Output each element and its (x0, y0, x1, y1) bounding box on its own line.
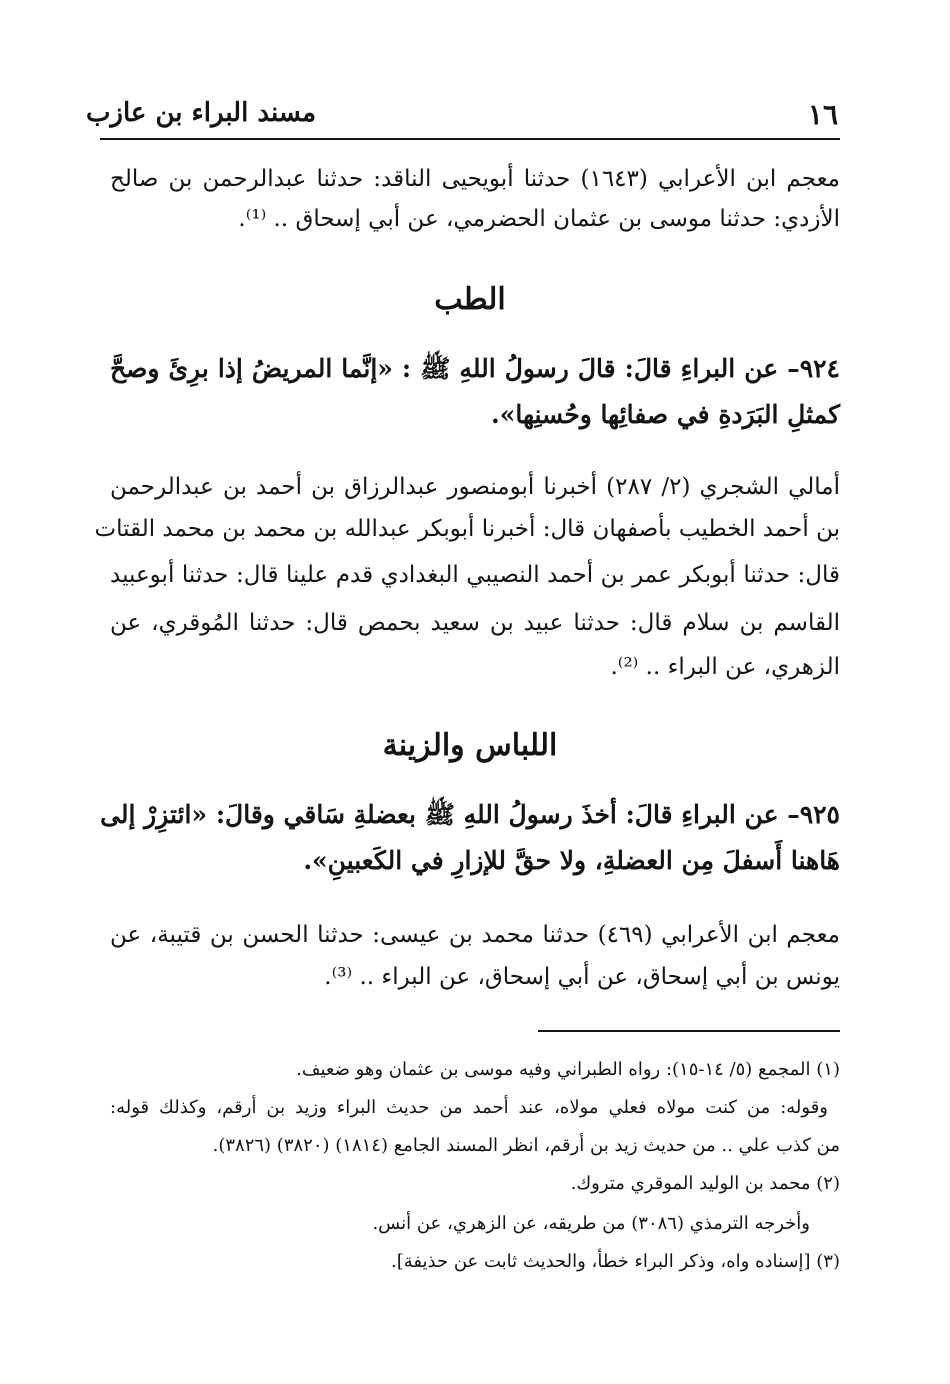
source-line: يونس بن أبي إسحاق، عن أبي إسحاق، عن البراء .. ⁽³⁾. (324, 964, 840, 990)
footnote-rule (538, 1030, 840, 1032)
hadith-line: ٩٢٥– عن البراءِ قالَ: أخذَ رسولُ اللهِ ﷺ بعضلةِ سَاقي وقالَ: «ائتزِرْ إلى (100, 800, 840, 829)
hadith-line: ٩٢٤– عن البراءِ قالَ: قالَ رسولُ اللهِ ﷺ : «إنَّما المريضُ إذا برِئَ وصحَّ (110, 354, 840, 383)
intro-line: الأزدي: حدثنا موسى بن عثمان الحضرمي، عن أبي إسحاق .. ⁽¹⁾. (238, 206, 840, 232)
source-line: قال: حدثنا أبوبكر عمر بن أحمد النصيبي البغدادي قدم علينا قال: حدثنا أبوعبيد (110, 562, 840, 588)
footnote-line: (١) المجمع (٥/ ١٤-١٥): رواه الطبراني وفيه موسى بن عثمان وهو ضعيف. (296, 1059, 840, 1080)
page-number: ١٦ (807, 98, 838, 131)
footnote-line: (٣) [إسناده واه، وذكر البراء خطأ، والحديث ثابت عن حذيفة]. (391, 1251, 840, 1272)
section-heading: الطب (434, 282, 506, 317)
header-rule (100, 138, 840, 140)
source-line: القاسم بن سلام قال: حدثنا عبيد بن سعيد بحمص قال: حدثنا المُوقري، عن (110, 610, 840, 636)
footnote-line: وأخرجه الترمذي (٣٠٨٦) من طريقه، عن الزهري، عن أنس. (372, 1213, 810, 1234)
source-line: الزهري، عن البراء .. ⁽²⁾. (610, 654, 840, 680)
hadith-line: كمثلِ البَرَدةِ في صفائِها وحُسنِها». (491, 400, 840, 429)
source-line: بن أحمد الخطيب بأصفهان قال: أخبرنا أبوبكر عبدالله بن محمد بن محمد القتات (94, 516, 840, 542)
footnote-line: وقوله: من كنت مولاه فعلي مولاه، عند أحمد من حديث البراء وزيد بن أرقم، وكذلك قوله: (110, 1097, 828, 1118)
hadith-line: هَاهنا أَسفلَ مِن العضلةِ، ولا حقَّ للإزارِ في الكَعبينِ». (303, 846, 840, 875)
section-heading: اللباس والزينة (382, 728, 558, 763)
source-line: معجم ابن الأعرابي (٤٦٩) حدثنا محمد بن عيسى: حدثنا الحسن بن قتيبة، عن (110, 922, 840, 948)
source-line: أمالي الشجري (٢/ ٢٨٧) أخبرنا أبومنصور عبدالرزاق بن أحمد بن عبدالرحمن (110, 474, 840, 500)
footnote-line: (٢) محمد بن الوليد الموقري متروك. (570, 1173, 840, 1194)
intro-line: معجم ابن الأعرابي (١٦٤٣) حدثنا أبويحيى الناقد: حدثنا عبدالرحمن بن صالح (110, 166, 840, 192)
running-title: مسند البراء بن عازب (85, 98, 316, 128)
footnote-line: من كذب علي .. من حديث زيد بن أرقم، انظر المسند الجامع (١٨١٤) (٣٨٢٠) (٣٨٢٦). (212, 1135, 840, 1156)
